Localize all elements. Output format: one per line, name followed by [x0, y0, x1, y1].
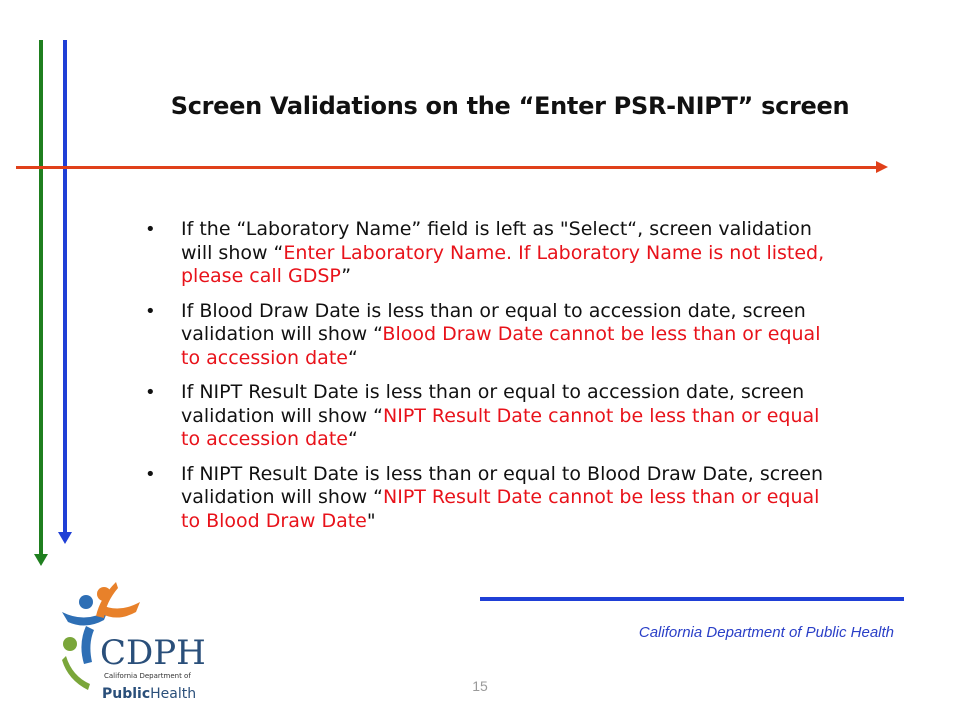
list-item	[145, 463, 835, 534]
validation-message: Enter Laboratory Name. If Laboratory Name is not listed, please call GDSP	[181, 241, 825, 287]
bullet-text: If NIPT Result Date is less than or equal to accession date, screen validation will show “	[181, 381, 805, 427]
red-arrowhead-icon	[876, 161, 888, 173]
logo-blue-head-icon	[79, 595, 93, 609]
list-item	[145, 381, 835, 452]
bullet-suffix: “	[347, 428, 358, 450]
green-vertical-arrow	[39, 40, 43, 556]
bullet-suffix: “	[347, 346, 358, 369]
validation-message: Blood Draw Date cannot be less than or equal to accession date	[181, 323, 821, 369]
bullet-text: If Blood Draw Date is less than or equal to accession date, screen validation will show “	[181, 299, 806, 345]
blue-arrowhead-icon	[58, 532, 72, 544]
logo-acronym: CDPH	[100, 633, 206, 673]
logo-public	[102, 686, 196, 702]
cdph-logo	[56, 572, 212, 704]
bullet-suffix: "	[366, 509, 376, 532]
logo-line-1: California Department of	[104, 672, 191, 680]
logo-green-head-icon	[63, 637, 77, 651]
green-arrowhead-icon	[34, 554, 48, 566]
page-number: 15	[472, 678, 488, 694]
bullet-suffix: ”	[341, 265, 352, 287]
bullet-text: If the “Laboratory Name” field is left as "Select“, screen validation will show “	[181, 218, 812, 264]
bullet-icon: •	[145, 300, 156, 322]
bullet-icon: •	[145, 463, 156, 485]
blue-vertical-arrow	[63, 40, 67, 534]
logo-public-text: Public	[102, 686, 151, 702]
bullet-icon: •	[145, 219, 156, 240]
bullet-text: If NIPT Result Date is less than or equal to Blood Draw Date, screen validation will show “	[181, 462, 824, 508]
logo-health-text: Health	[150, 686, 197, 702]
list-item	[145, 218, 835, 289]
validation-list	[145, 218, 835, 544]
bullet-icon: •	[145, 382, 156, 403]
red-horizontal-arrow	[16, 166, 878, 169]
slide-title: Screen Validations on the “Enter PSR-NIPT” screen	[170, 92, 850, 120]
footer-divider	[480, 597, 904, 601]
list-item	[145, 300, 835, 371]
footer-organization: California Department of Public Health	[638, 624, 894, 641]
logo-blue-body-icon	[81, 626, 94, 664]
validation-message: NIPT Result Date cannot be less than or equal to accession date	[181, 404, 820, 450]
validation-message: NIPT Result Date cannot be less than or equal to Blood Draw Date	[181, 486, 820, 532]
